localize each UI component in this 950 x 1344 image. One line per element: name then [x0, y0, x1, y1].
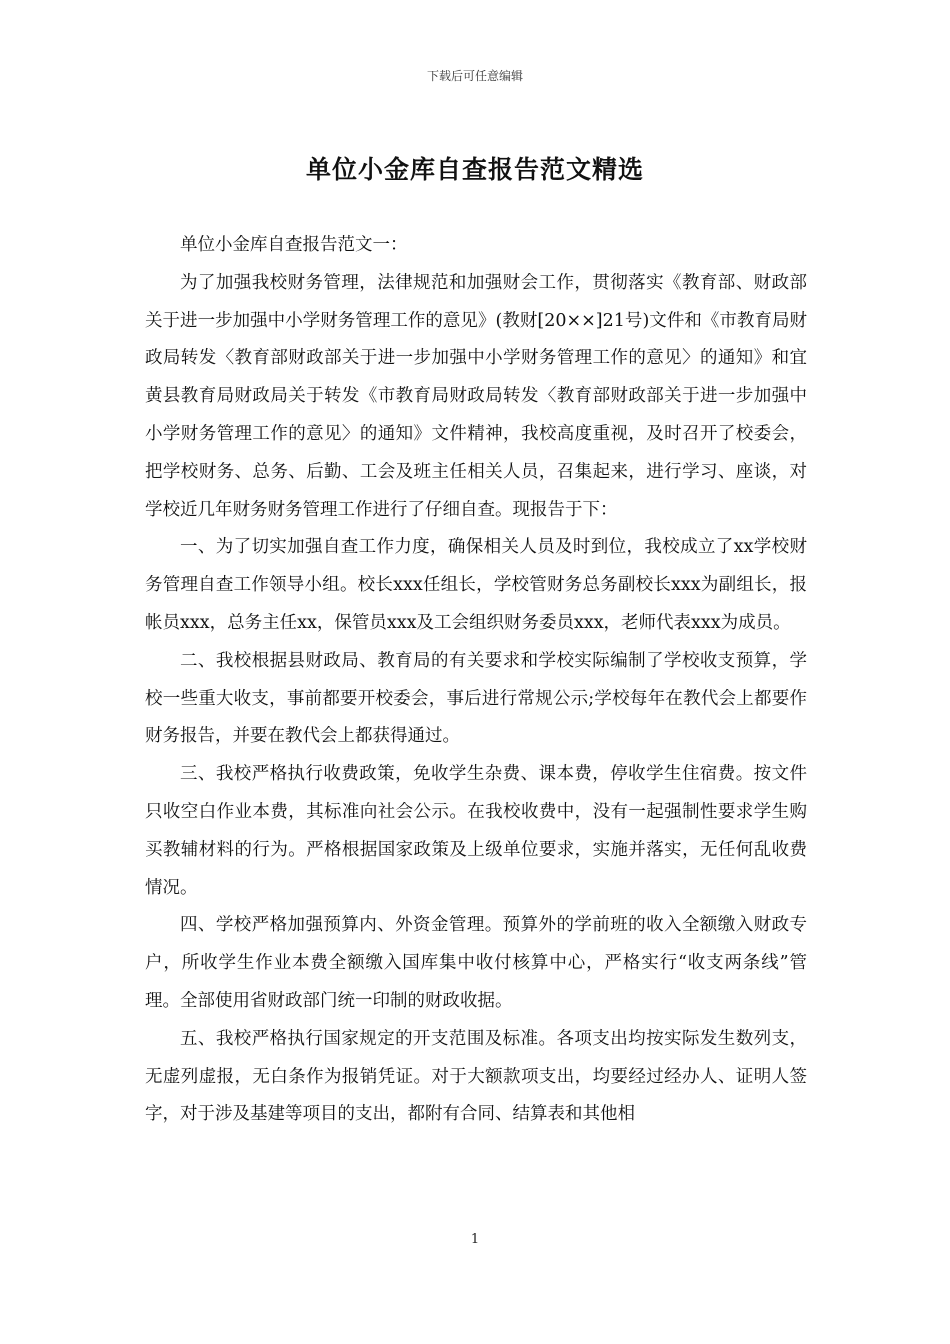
body-paragraph: 为了加强我校财务管理，法律规范和加强财会工作，贯彻落实《教育部、财政部关于进一步加强中小学财务管理工作的意见》(教财[20××]21号)文件和《市教育局财政局转发〈教育部财政部关于进一步加强中小学财务管理工作的意见〉的通知》和宜黄县教育局财政局关于转发《市教育局财政局转发〈教育部财政部关于进一步加强中小学财务管理工作的意见〉的通知》文件精神，我校高度重视，及时召开了校委会，把学校财务、总务、后勤、工会及班主任相关人员，召集起来，进行学习、座谈，对学校近几年财务财务管理工作进行了仔细自查。现报告于下：: [145, 272, 807, 520]
body-paragraph: 二、我校根据县财政局、教育局的有关要求和学校实际编制了学校收支预算，学校一些重大收支，事前都要开校委会，事后进行常规公示;学校每年在教代会上都要作财务报告，并要在教代会上都获得通过。: [145, 650, 807, 747]
page-header-note: 下载后可任意编辑: [426, 69, 523, 83]
body-paragraph: 一、为了切实加强自查工作力度，确保相关人员及时到位，我校成立了xx学校财务管理自查工作领导小组。校长xxx任组长，学校管财务总务副校长xxx为副组长，报帐员xxx，总务主任xx，保管员xxx及工会组织财务委员xxx，老师代表xxx为成员。: [145, 537, 807, 633]
document-title: 单位小金库自查报告范文精选: [305, 155, 644, 184]
section-heading: 单位小金库自查报告范文一：: [180, 235, 408, 255]
body-paragraph: 五、我校严格执行国家规定的开支范围及标准。各项支出均按实际发生数列支，无虚列虚报，无白条作为报销凭证。对于大额款项支出，均要经过经办人、证明人签字，对于涉及基建等项目的支出，都附有合同、结算表和其他相: [145, 1028, 807, 1125]
body-paragraph: 四、学校严格加强预算内、外资金管理。预算外的学前班的收入全额缴入财政专户，所收学生作业本费全额缴入国库集中收付核算中心，严格实行“收支两条线”管理。全部使用省财政部门统一印制的财政收据。: [145, 915, 807, 1011]
body-paragraph: 三、我校严格执行收费政策，免收学生杂费、课本费，停收学生住宿费。按文件只收空白作业本费，其标准向社会公示。在我校收费中，没有一起强制性要求学生购买教辅材料的行为。严格根据国家政策及上级单位要求，实施并落实，无任何乱收费情况。: [145, 764, 807, 898]
page-number: 1: [470, 1232, 480, 1247]
document-body: [145, 227, 807, 1134]
